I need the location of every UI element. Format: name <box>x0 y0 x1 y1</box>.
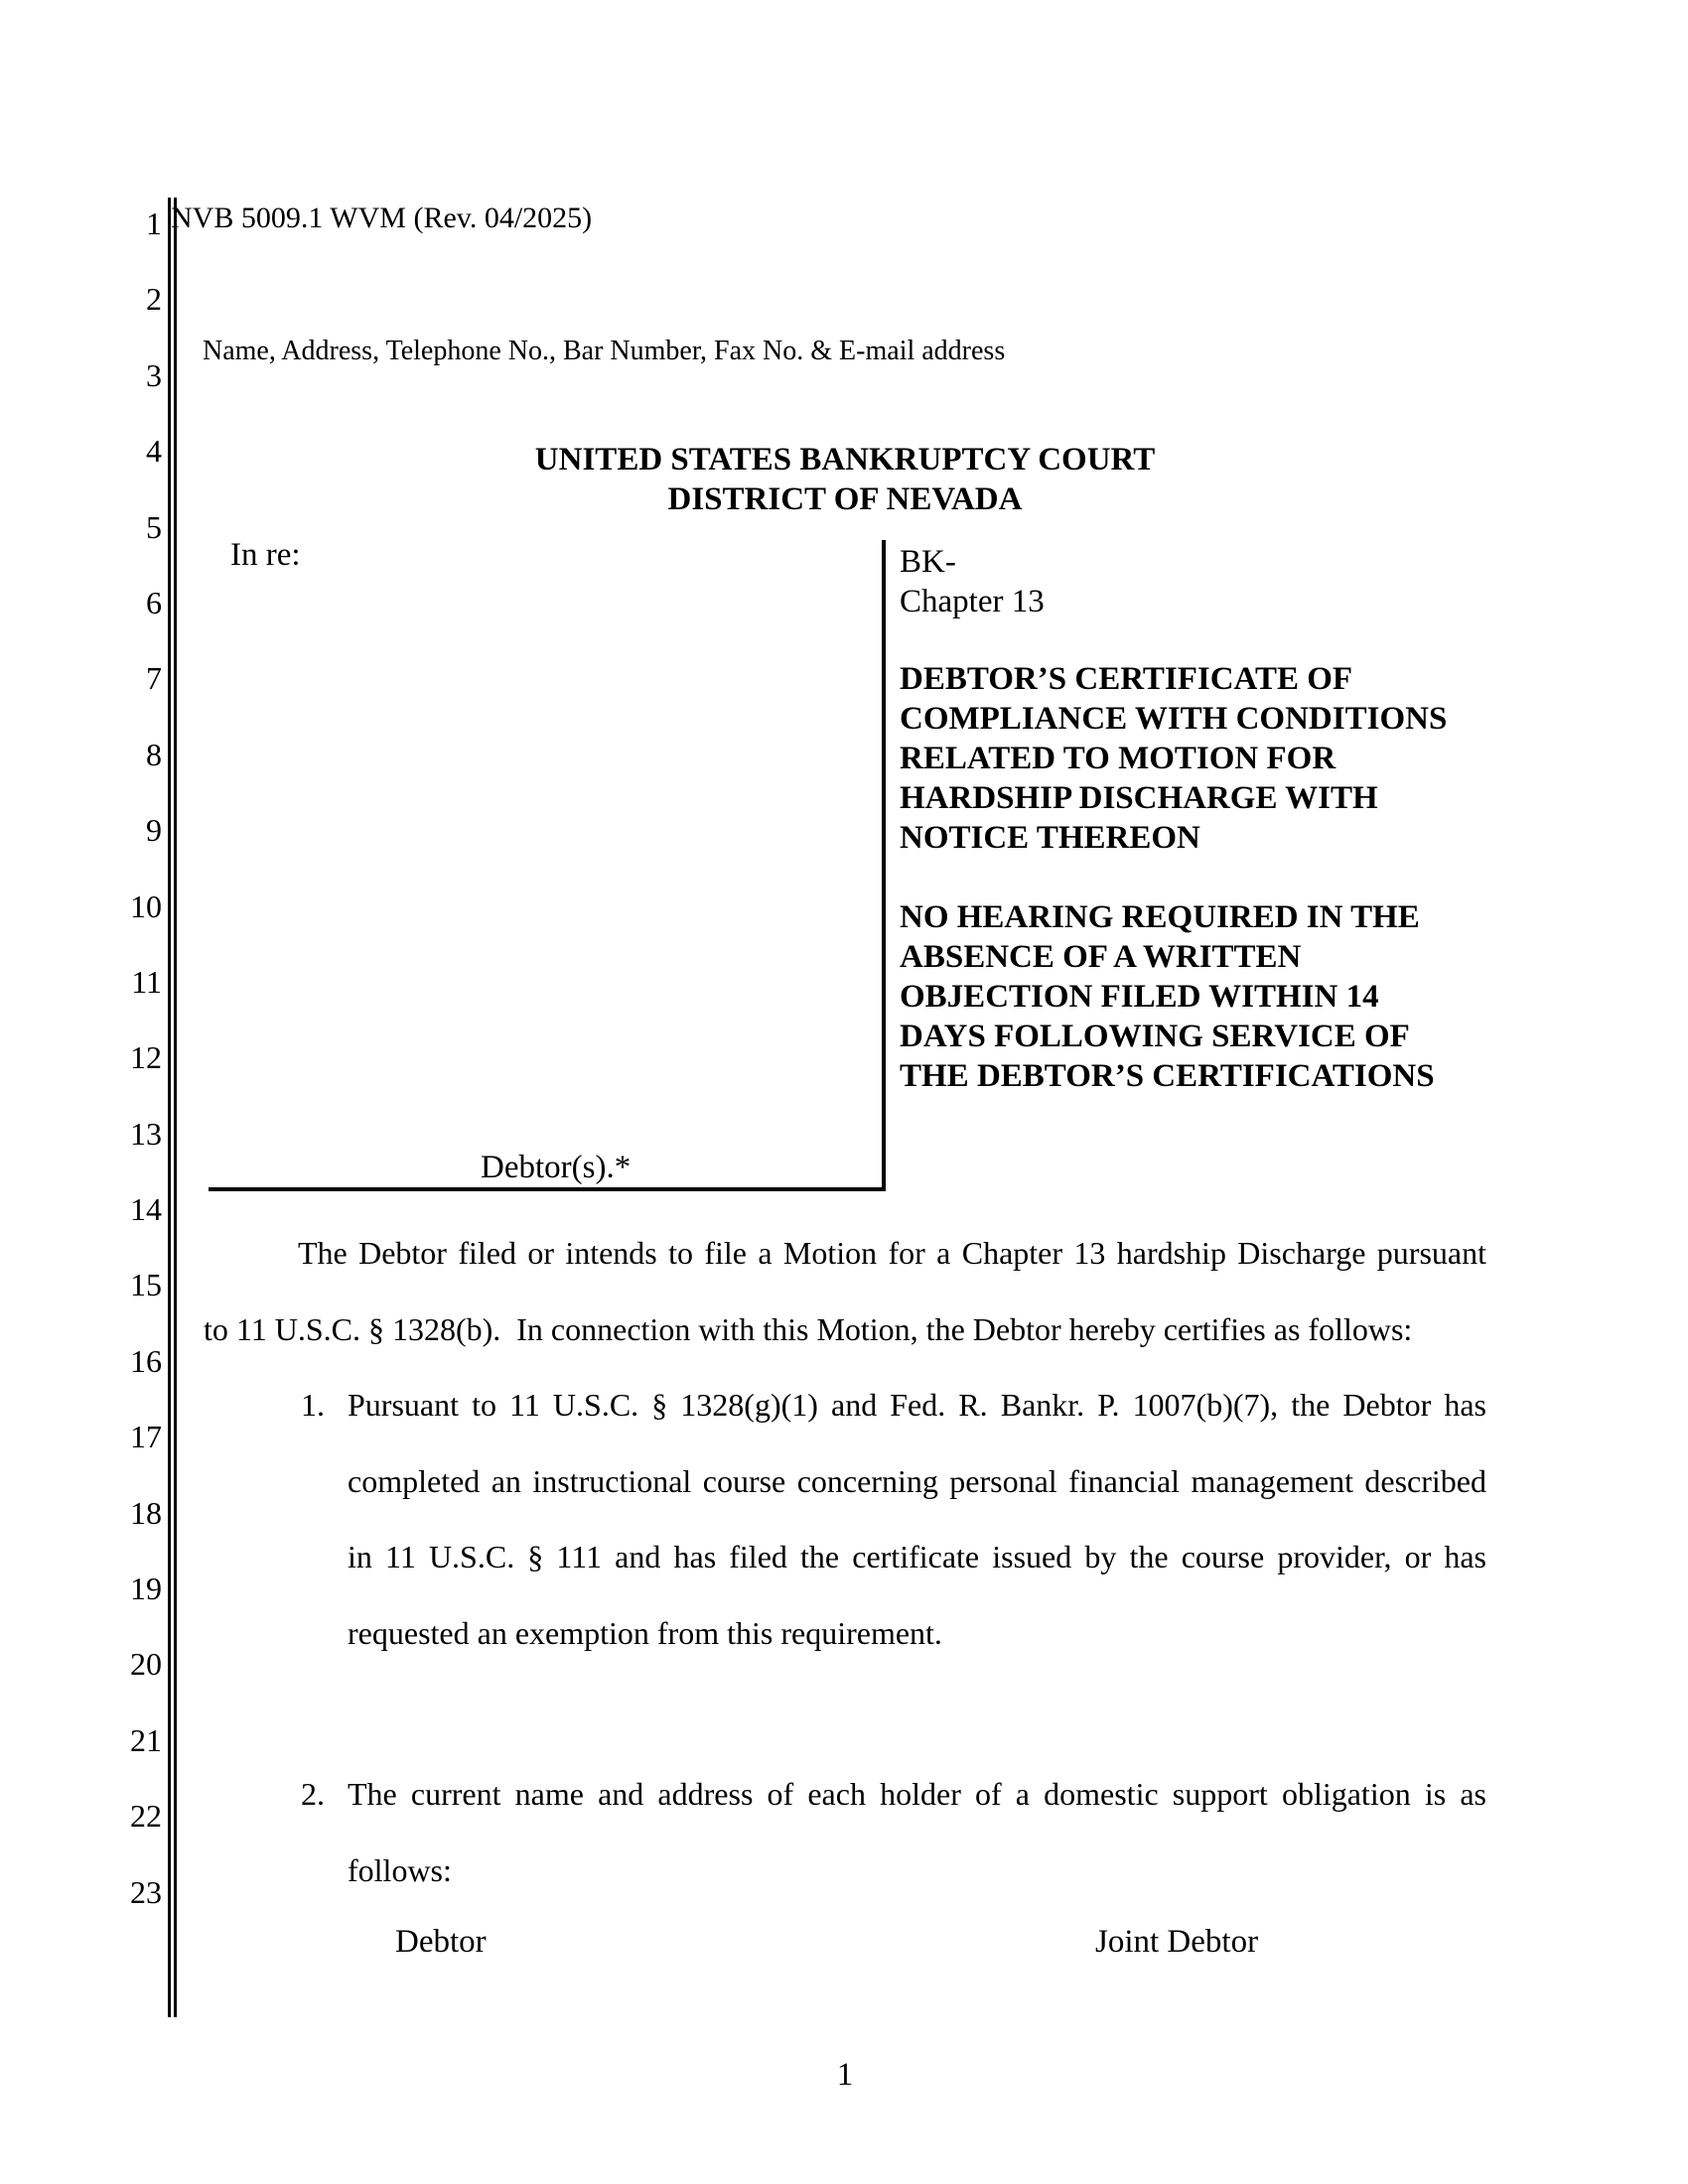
document-title-line: COMPLIANCE WITH CONDITIONS <box>900 701 1448 737</box>
line-number: 20 <box>130 1646 162 1683</box>
hearing-notice <box>900 897 1447 1096</box>
pleading-margin-rule <box>168 198 177 2017</box>
line-number: 19 <box>130 1570 162 1607</box>
line-number: 17 <box>130 1419 162 1455</box>
line-number: 5 <box>146 508 162 545</box>
item-2-text-line: follows: <box>348 1851 452 1888</box>
hearing-notice-line: DAYS FOLLOWING SERVICE OF <box>900 1019 1410 1054</box>
line-number: 7 <box>146 660 162 697</box>
item-1-text <box>348 1367 1486 1671</box>
caption-right-column <box>900 542 1447 1096</box>
document-title-line: NOTICE THEREON <box>900 820 1200 856</box>
item-1-text-line: requested an exemption from this requirement. <box>348 1614 942 1651</box>
document-title <box>900 659 1447 858</box>
line-number: 11 <box>131 963 162 1000</box>
item-2 <box>301 1756 1486 1908</box>
intro-line-1: The Debtor filed or intends to file a Motion for a Chapter 13 hardship Discharge pursuant <box>298 1235 1486 1271</box>
joint-debtor-column-header: Joint Debtor <box>1095 1924 1259 1960</box>
hearing-notice-line: OBJECTION FILED WITHIN 14 <box>900 979 1379 1015</box>
line-number: 15 <box>130 1267 162 1303</box>
item-2-number: 2. <box>301 1776 325 1812</box>
in-re-label: In re: <box>230 537 301 573</box>
line-number: 4 <box>146 433 162 470</box>
line-number: 1 <box>146 205 162 241</box>
intro-line-2: to 11 U.S.C. § 1328(b). In connection with this Motion, the Debtor hereby certifies as follows: <box>204 1310 1413 1347</box>
line-number: 16 <box>130 1342 162 1379</box>
chapter-label: Chapter 13 <box>900 584 1045 619</box>
line-number: 18 <box>130 1494 162 1531</box>
line-number: 10 <box>130 887 162 924</box>
line-number: 8 <box>146 736 162 772</box>
line-number: 12 <box>130 1039 162 1076</box>
hearing-notice-line: NO HEARING REQUIRED IN THE <box>900 899 1420 935</box>
attorney-info-line: Name, Address, Telephone No., Bar Number, Fax No. & E-mail address <box>203 336 1006 366</box>
court-title-line2: DISTRICT OF NEVADA <box>667 481 1023 517</box>
item-1-text-line: Pursuant to 11 U.S.C. § 1328(g)(1) and Fed. R. Bankr. P. 1007(b)(7), the Debtor has <box>348 1387 1486 1423</box>
document-title-line: RELATED TO MOTION FOR <box>900 741 1336 776</box>
case-number: BK- <box>900 544 956 580</box>
line-number: 13 <box>130 1115 162 1152</box>
line-number: 14 <box>130 1191 162 1228</box>
hearing-notice-line: ABSENCE OF A WRITTEN <box>900 939 1302 975</box>
debtor-column-header: Debtor <box>395 1924 487 1960</box>
item-1-text-line: completed an instructional course concerning personal financial management described <box>348 1462 1486 1499</box>
debtors-caption-label: Debtor(s).* <box>481 1150 632 1185</box>
line-number: 2 <box>146 281 162 318</box>
line-number: 6 <box>146 584 162 620</box>
document-title-line: HARDSHIP DISCHARGE WITH <box>900 780 1378 816</box>
line-number: 3 <box>146 356 162 393</box>
item-2-text <box>348 1756 1486 1908</box>
line-number: 9 <box>146 812 162 849</box>
form-number: NVB 5009.1 WVM (Rev. 04/2025) <box>171 202 593 234</box>
line-number: 21 <box>130 1721 162 1758</box>
item-1-number: 1. <box>301 1387 325 1423</box>
item-1 <box>301 1367 1486 1671</box>
caption-divider <box>882 540 886 1191</box>
line-number: 23 <box>130 1873 162 1910</box>
caption-underline <box>209 1187 886 1191</box>
page-number: 1 <box>836 2057 854 2093</box>
item-1-text-line: in 11 U.S.C. § 111 and has filed the certificate issued by the course provider, or has <box>348 1539 1486 1574</box>
intro-paragraph <box>204 1215 1486 1367</box>
line-number: 22 <box>130 1798 162 1835</box>
court-title-line1: UNITED STATES BANKRUPTCY COURT <box>534 442 1156 478</box>
item-2-text-line: The current name and address of each holder of a domestic support obligation is as <box>348 1776 1486 1812</box>
document-title-line: DEBTOR’S CERTIFICATE OF <box>900 661 1353 697</box>
hearing-notice-line: THE DEBTOR’S CERTIFICATIONS <box>900 1058 1435 1094</box>
court-title <box>204 440 1486 519</box>
line-number-column <box>0 186 162 1930</box>
